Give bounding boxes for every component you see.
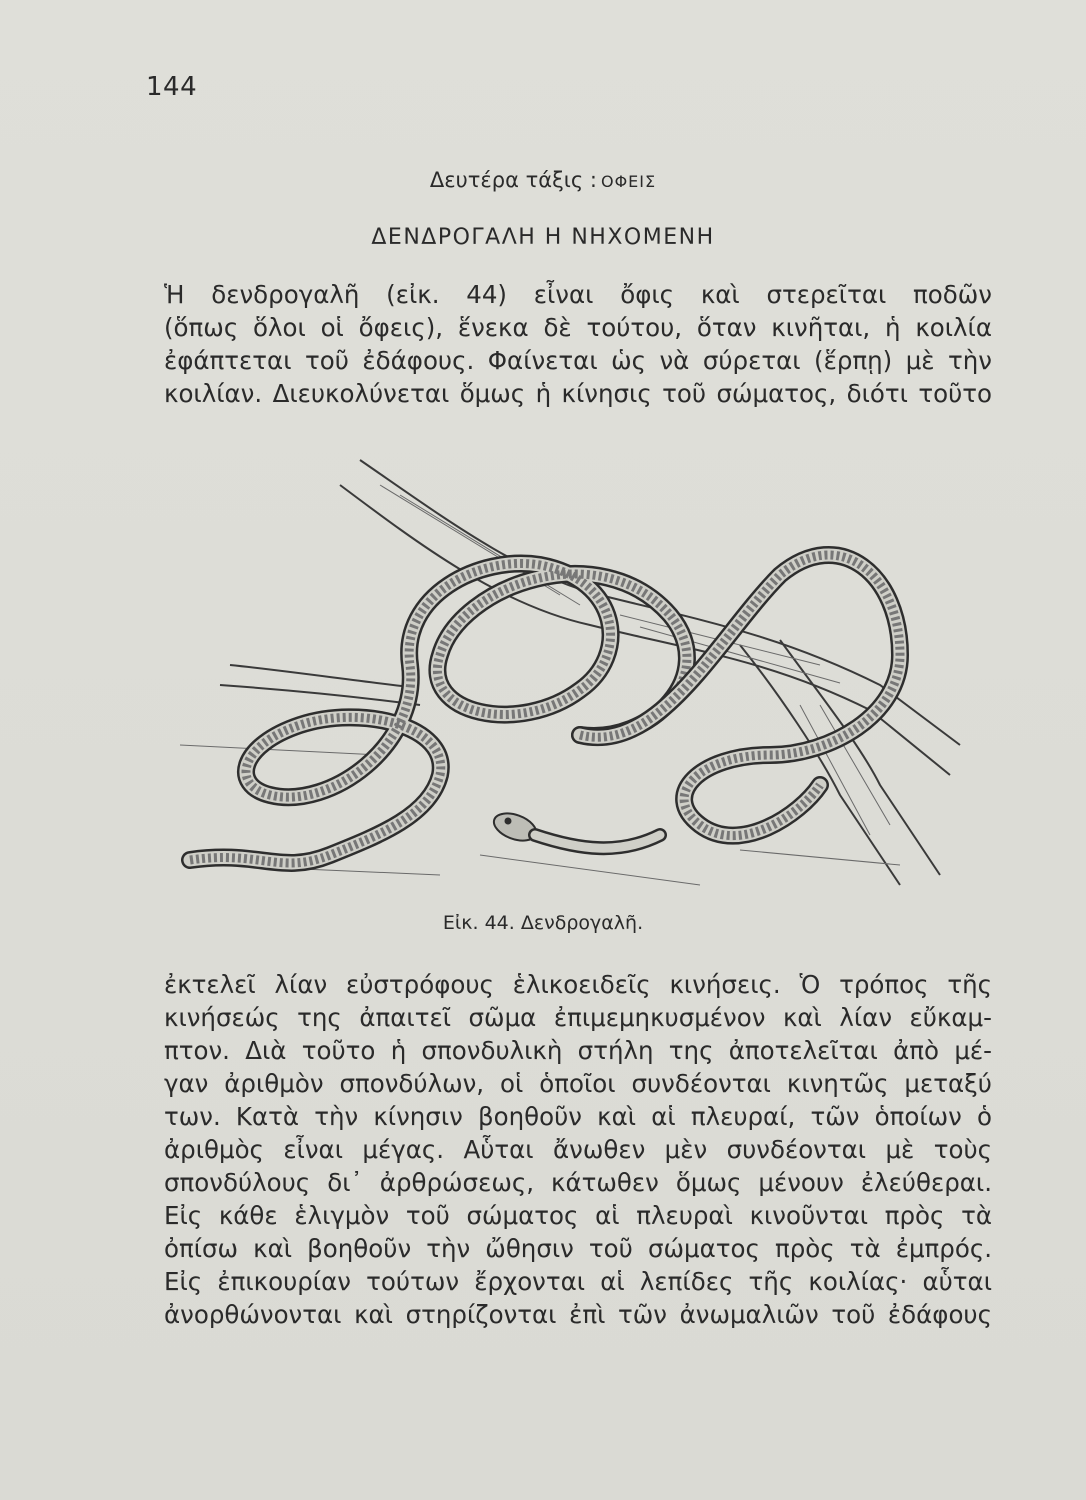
text-line: Εἰς ἐπικουρίαν τούτων ἔρχονται αἱ λεπίδες τῆς κοιλίας· αὗται: [164, 1267, 992, 1296]
figure-caption: Εἰκ. 44. Δενδρογαλῆ.: [442, 912, 644, 934]
text-line: κοιλίαν. Διευκολύνεται ὅμως ἡ κίνησις τοῦ σώματος, διότι τοῦτο: [164, 379, 992, 408]
snake-illustration: [180, 455, 980, 895]
chapter-title: ΔΕΝΔΡΟΓΑΛΗ Η ΝΗΧΟΜΕΝΗ: [371, 225, 715, 250]
text-line: κινήσεώς της ἀπαιτεῖ σῶμα ἐπιμεμηκυσμένον καὶ λίαν εὔκαμ-: [164, 1003, 992, 1032]
text-line: ἐκτελεῖ λίαν εὐστρόφους ἑλικοειδεῖς κινήσεις. Ὁ τρόπος τῆς: [164, 970, 992, 999]
text-line: Ἡ δενδρογαλῆ (εἰκ. 44) εἶναι ὄφις καὶ στερεῖται ποδῶν: [164, 280, 992, 309]
text-line: πτον. Διὰ τοῦτο ἡ σπονδυλικὴ στήλη της ἀποτελεῖται ἀπὸ μέ-: [164, 1036, 992, 1065]
text-line: ἀνορθώνονται καὶ στηρίζονται ἐπὶ τῶν ἀνωμαλιῶν τοῦ ἐδάφους: [164, 1300, 992, 1329]
text-line: ἐφάπτεται τοῦ ἐδάφους. Φαίνεται ὡς νὰ σύρεται (ἕρπῃ) μὲ τὴν: [164, 346, 992, 375]
text-line: γαν ἀριθμὸν σπονδύλων, οἱ ὁποῖοι συνδέονται κινητῶς μεταξύ: [164, 1069, 992, 1098]
section-header: [0, 168, 1086, 192]
text-line: σπονδύλους δι᾽ ἀρθρώσεως, κάτωθεν ὅμως μένουν ἐλεύθεραι.: [164, 1168, 992, 1197]
section-header-main: Δευτέρα τάξις :: [429, 168, 597, 192]
paragraph-body: [164, 968, 992, 1331]
section-header-sub: ΟΦΕΙΣ: [600, 172, 657, 191]
text-line: ἀριθμὸς εἶναι μέγας. Αὗται ἄνωθεν μὲν συνδέονται μὲ τοὺς: [164, 1135, 992, 1164]
text-line: (ὅπως ὅλοι οἱ ὄφεις), ἕνεκα δὲ τούτου, ὅταν κινῆται, ἡ κοιλία: [164, 313, 992, 342]
paragraph-intro: [164, 278, 992, 410]
text-line: των. Κατὰ τὴν κίνησιν βοηθοῦν καὶ αἱ πλευραί, τῶν ὁποίων ὁ: [164, 1102, 992, 1131]
text-line: ὀπίσω καὶ βοηθοῦν τὴν ὤθησιν τοῦ σώματος πρὸς τὰ ἐμπρός.: [164, 1234, 992, 1263]
text-line: Εἰς κάθε ἑλιγμὸν τοῦ σώματος αἱ πλευραὶ κινοῦνται πρὸς τὰ: [164, 1201, 992, 1230]
snake-drawing: [190, 555, 900, 863]
branch-drawing: [180, 460, 960, 885]
page-number: 144: [146, 72, 198, 102]
